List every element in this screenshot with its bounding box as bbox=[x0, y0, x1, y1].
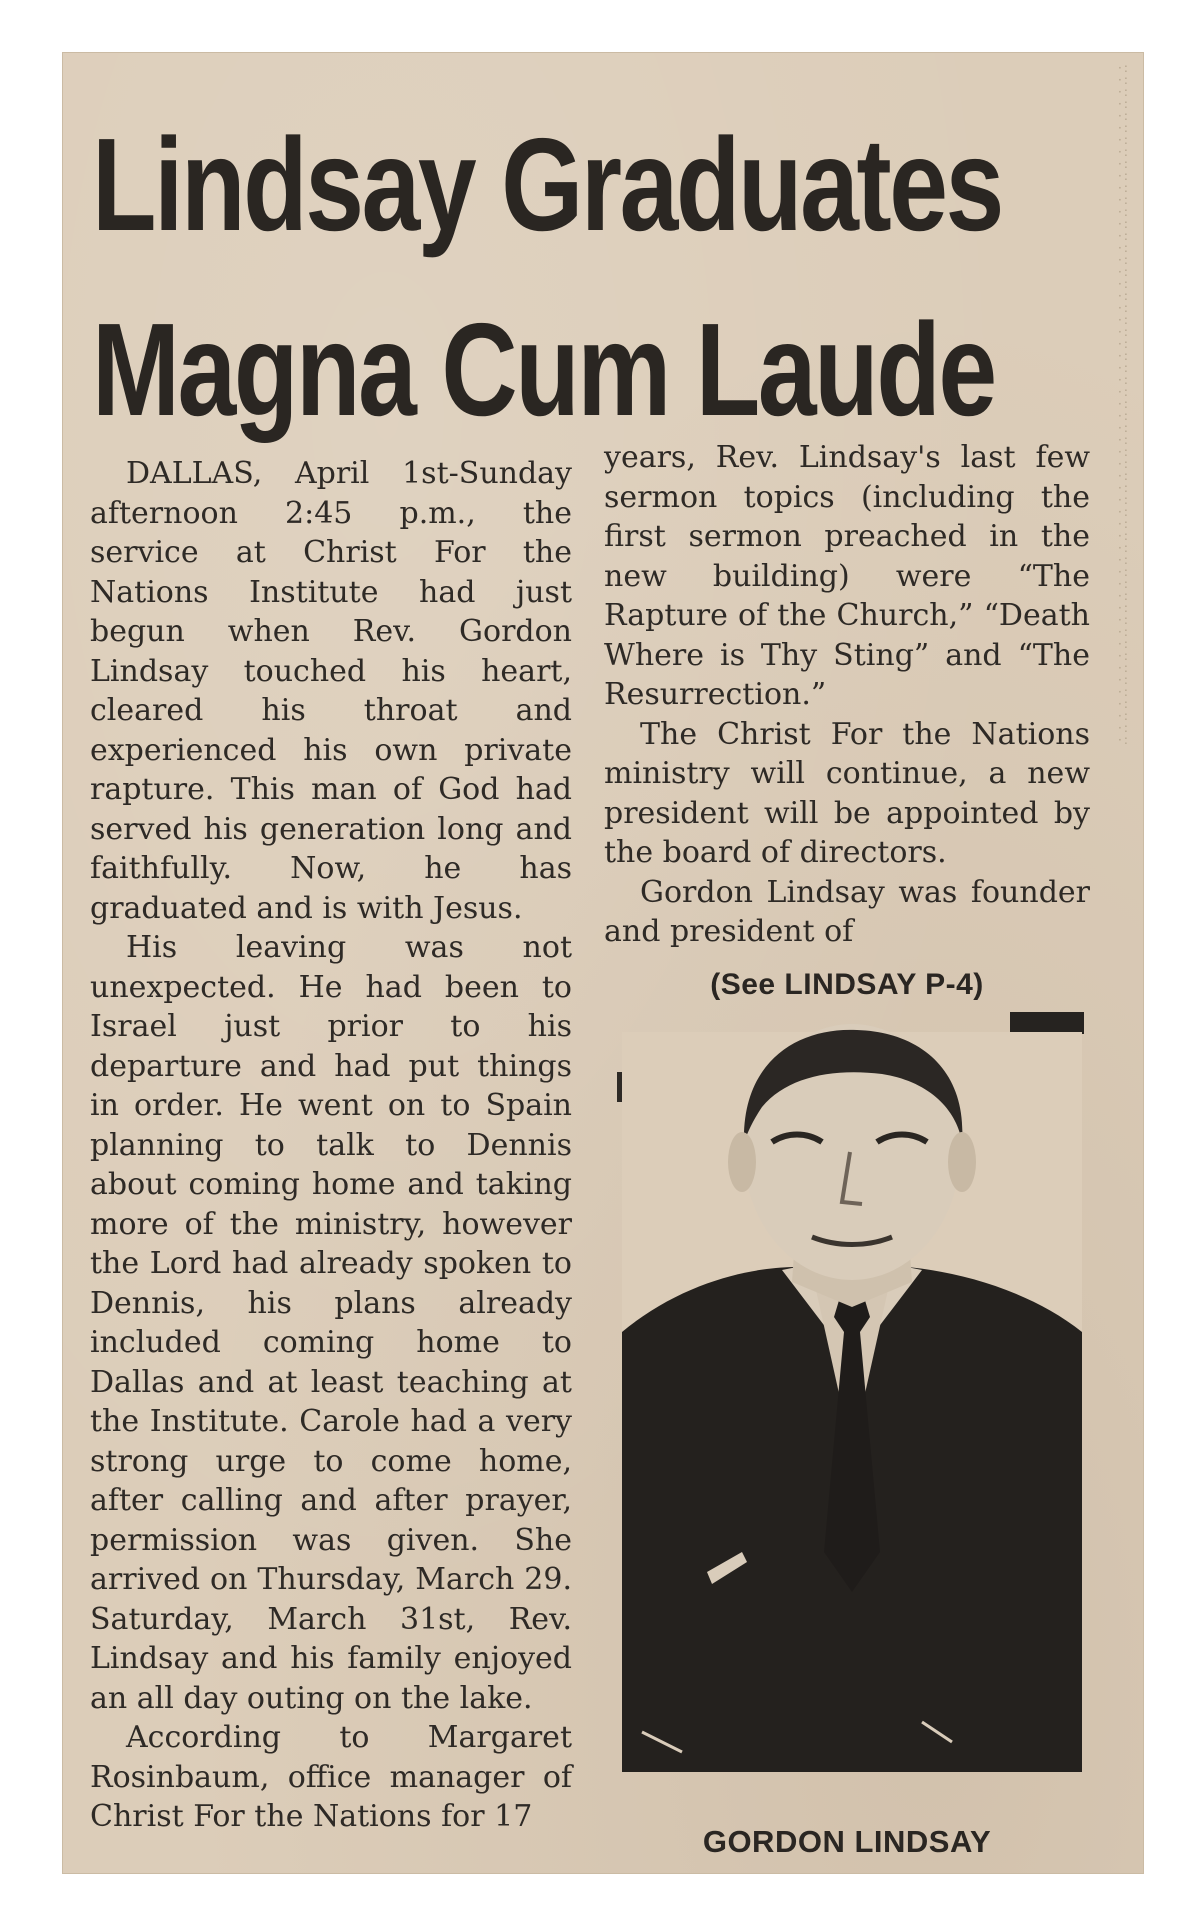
article-paragraph: years, Rev. Lindsay's last few sermon topics (including the first sermon preached in the new building) were “The Rapture of the Church,” “Death Where is Thy Sting” and “The Resurrection.” bbox=[604, 440, 1090, 712]
torn-edge: ·:·:·:·:·:·:·:·:·:·:·:·:·:·:·:·:·:·:·:·:·:·:·:·:·:·:·:·:·:·:·:·:·:·:·:·:·:·:·:·:·:·:·:·:·:·:·:·:·:·:·:·:·:·:·:·:·: bbox=[1118, 61, 1130, 747]
article-paragraph: DALLAS, April 1st-Sunday afternoon 2:45 p.m., the service at Christ For the Nations Institute had just begun when Rev. Gordon Lindsay touched his heart, cleared his throat and experienced his own private rapture. This man of God had served his generation long and faithfully. Now, he has graduated and is with Jesus. bbox=[90, 456, 572, 926]
article-paragraph: Gordon Lindsay was founder and president of bbox=[604, 874, 1090, 949]
article-paragraph: His leaving was not unexpected. He had been to Israel just prior to his departure and had put things in order. He went on to Spain planning to talk to Dennis about coming home and taking more of the ministry, however the Lord had already spoken to Dennis, his plans already included coming home to Dallas and at least teaching at the Institute. Carole had a very strong urge to come home, after calling and after prayer, permission was given. She arrived on Thursday, March 29. Saturday, March 31st, Rev. Lindsay and his family enjoyed an all day outing on the lake. bbox=[90, 930, 572, 1716]
headline-line-2: Magna Cum Laude bbox=[92, 296, 995, 443]
article-paragraph: The Christ For the Nations ministry will continue, a new president will be appointed by the board of directors. bbox=[604, 716, 1090, 870]
portrait-photo bbox=[622, 1032, 1082, 1772]
newspaper-clipping bbox=[62, 52, 1144, 1874]
headline bbox=[92, 92, 1002, 462]
headline-line-1: Lindsay Graduates bbox=[92, 111, 1002, 258]
article-right-column bbox=[604, 438, 1090, 952]
article-left-column bbox=[90, 454, 572, 1837]
article-paragraph: According to Margaret Rosinbaum, office manager of Christ For the Nations for 17 bbox=[90, 1720, 572, 1834]
continuation-reference: (See LINDSAY P-4) bbox=[710, 968, 984, 1001]
photo-caption: GORDON LINDSAY bbox=[702, 1824, 992, 1859]
ink-smudge bbox=[1010, 1012, 1084, 1034]
